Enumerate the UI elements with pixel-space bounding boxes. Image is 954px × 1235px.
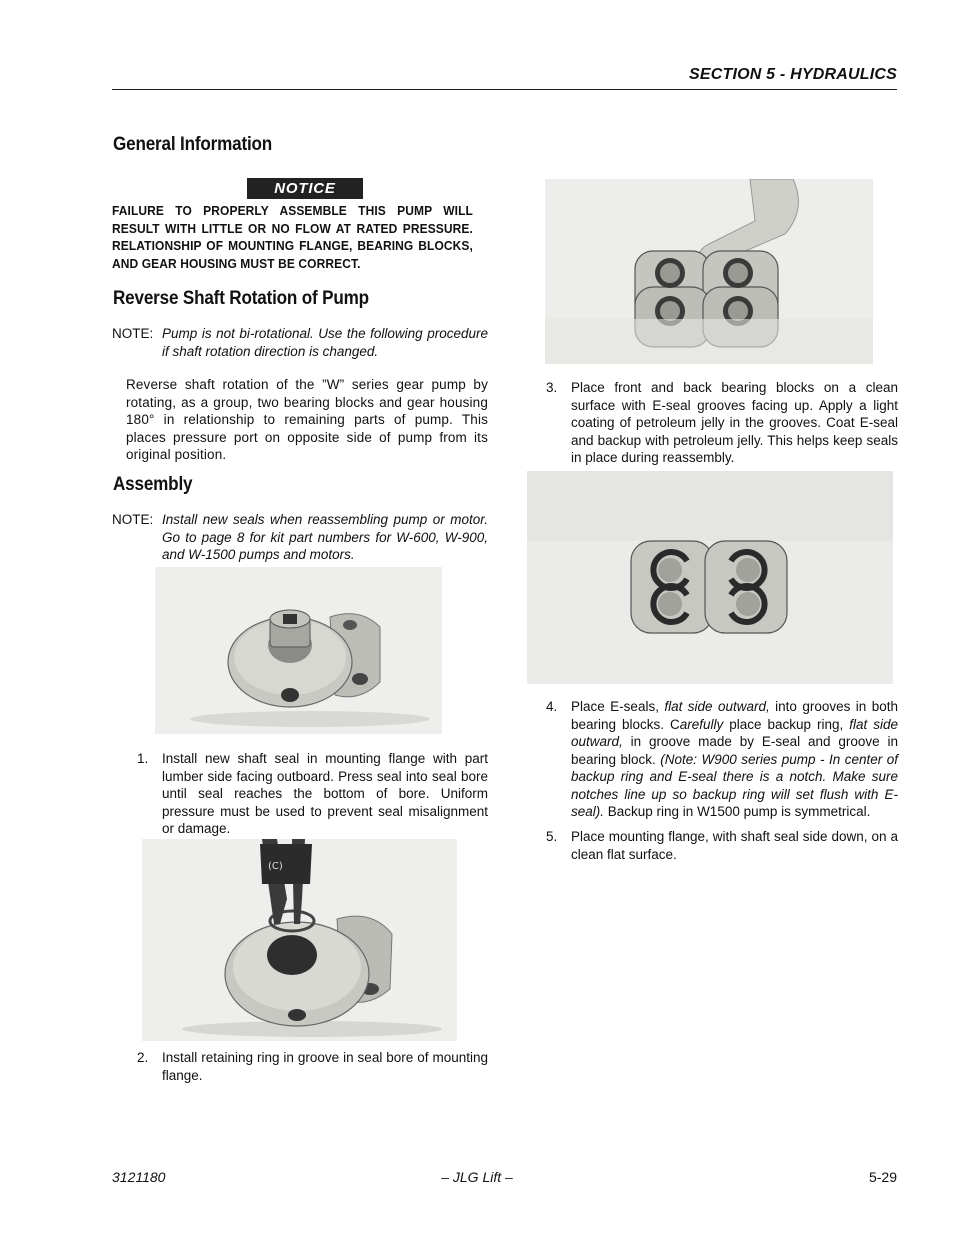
notice-text: FAILURE TO PROPERLY ASSEMBLE THIS PUMP WILL RESULT WITH LITTLE OR NO FLOW AT RATED PRESSURE. RELATIONSHIP OF MOUNTING FLANGE, BEARING BLOCKS, AND GEAR HOUSING MUST BE CORRECT. xyxy=(112,204,473,271)
note-text: Pump is not bi-rotational. Use the following procedure if shaft rotation direction is changed. xyxy=(162,326,488,359)
footer-brand: – JLG Lift – xyxy=(441,1169,513,1185)
step-number: 2. xyxy=(137,1050,149,1065)
step-text: Place front and back bearing blocks on a clean surface with E-seal grooves facing up. Apply a light coating of petroleum jelly in the grooves. Coat E-seal and backup with petroleum jelly. This helps keep seals in place during reassembly. xyxy=(571,380,898,465)
photo-e-seals-installed xyxy=(527,471,893,684)
step-3 xyxy=(546,379,898,467)
step-4-emphasis: flat side outward, xyxy=(664,699,770,714)
note-text: Install new seals when reassembling pump or motor. Go to page 8 for kit part numbers for W-600, W-900, and W-1500 pumps and motors. xyxy=(162,512,488,562)
step-4-text-part: into grooves in both bearing blocks. C xyxy=(571,699,898,732)
svg-text:(C): (C) xyxy=(268,861,283,872)
note-label: NOTE: xyxy=(112,326,154,341)
note-install-new-seals xyxy=(112,511,488,565)
step-text: Install retaining ring in groove in seal bore of mounting flange. xyxy=(162,1050,488,1083)
step-number: 4. xyxy=(546,699,558,714)
heading-reverse-shaft-rotation: Reverse Shaft Rotation of Pump xyxy=(113,288,369,309)
step-number: 5. xyxy=(546,829,558,844)
photo-mounting-flange xyxy=(155,567,442,734)
heading-assembly: Assembly xyxy=(113,474,193,495)
note-label: NOTE: xyxy=(112,512,154,527)
step-4-text-part: in groove made by E-seal and groove in bearing block. xyxy=(571,734,898,767)
header-divider xyxy=(112,89,897,90)
section-title: SECTION 5 - HYDRAULICS xyxy=(689,66,897,83)
step-4-text-part: place backup ring, xyxy=(723,716,850,732)
step-text xyxy=(571,698,898,821)
photo-retaining-ring-install xyxy=(142,839,457,1041)
step-4-emphasis: arefully xyxy=(679,716,724,732)
reverse-rotation-paragraph: Reverse shaft rotation of the ”W” series gear pump by rotating, as a group, two bearing blocks and gear housing 180° in relationship to remaining parts of pump. This places pressure port on opposite side of pump from its original position. xyxy=(126,377,488,462)
footer-document-number: 3121180 xyxy=(112,1169,166,1185)
footer-page-number: 5-29 xyxy=(868,1169,897,1185)
step-number: 1. xyxy=(137,751,149,766)
step-4-text-part: Place E-seals, xyxy=(571,699,665,714)
photo-bearing-blocks-grooves xyxy=(545,179,873,364)
note-bi-rotational xyxy=(112,325,488,361)
step-4 xyxy=(546,698,898,822)
heading-general-information: General Information xyxy=(113,134,273,155)
step-4-text-part: Backup ring in W1500 pump is symmetrical. xyxy=(604,804,871,819)
step-text: Place mounting flange, with shaft seal side down, on a clean flat surface. xyxy=(571,829,898,862)
step-5 xyxy=(546,828,898,864)
step-number: 3. xyxy=(546,380,558,395)
step-4-emphasis: flat side outward, xyxy=(571,716,898,749)
step-4-note: (Note: W900 series pump - In center of backup ring and E-seal there is a notch. Make sure notches line up so backup ring will set flush with E-seal). xyxy=(571,751,898,819)
notice-badge: NOTICE xyxy=(247,178,363,199)
step-1 xyxy=(137,750,488,838)
step-2 xyxy=(137,1049,488,1085)
step-text: Install new shaft seal in mounting flange with part lumber side facing outboard. Press seal into seal bore until seal reaches the bottom of bore. Uniform pressure must be used to prevent seal misalignment or damage. xyxy=(162,751,488,836)
